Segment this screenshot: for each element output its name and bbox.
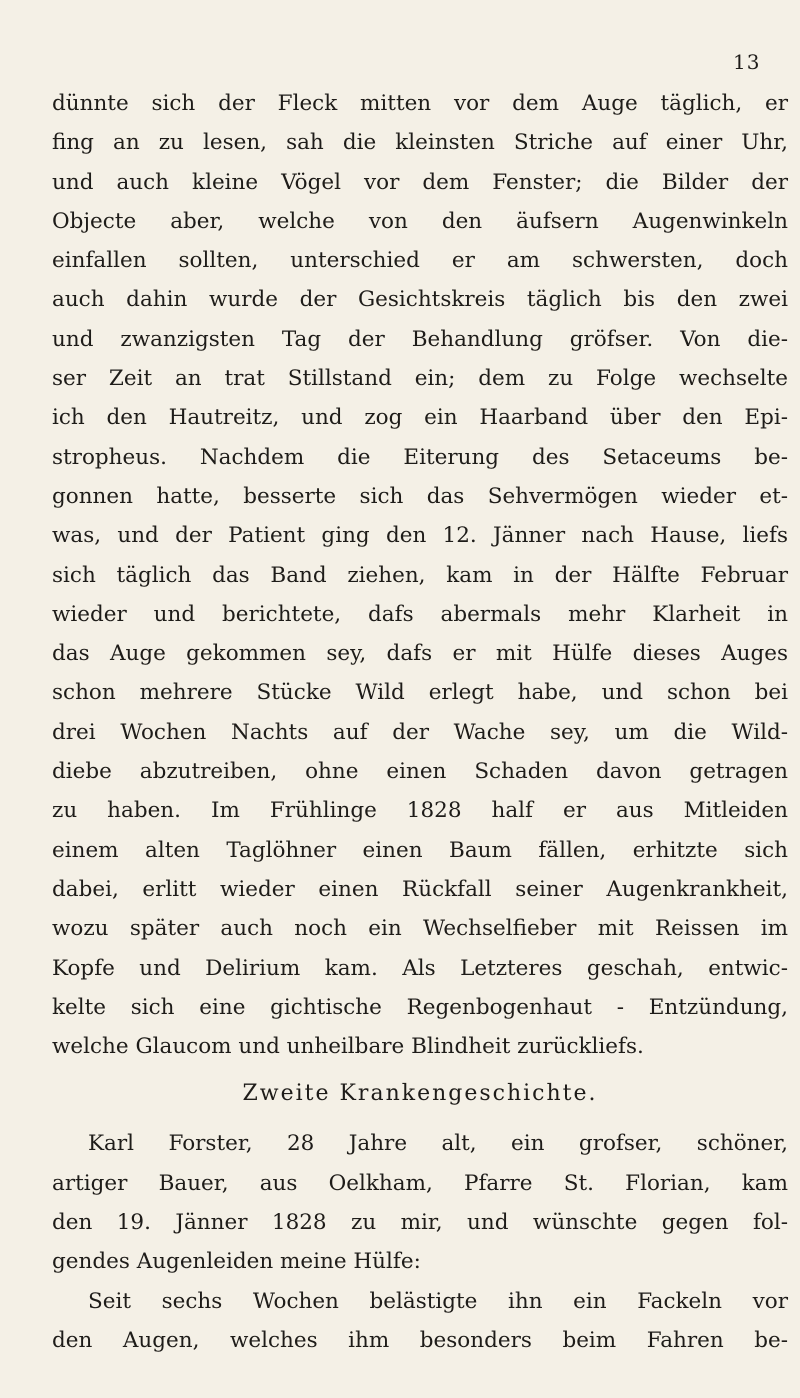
text-line: und auch kleine Vögel vor dem Fenster; die Bilder der [52,169,788,195]
text-line: sich täglich das Band ziehen, kam in der Hälfte Februar [52,562,788,588]
text-line: einfallen sollten, unterschied er am schwersten, doch [52,248,788,274]
text-line: einem alten Taglöhner einen Baum fällen, erhitzte sich [52,837,788,863]
text-line: diebe abzutreiben, ohne einen Schaden davon getragen [52,759,788,785]
text-line: Objecte aber, welche von den äufsern Augenwinkeln [52,208,788,234]
text-line: fing an zu lesen, sah die kleinsten Striche auf einer Uhr, [52,130,788,156]
text-line: Karl Forster, 28 Jahre alt, ein grofser, schöner, [88,1131,788,1157]
text-line: artiger Bauer, aus Oelkham, Pfarre St. Florian, kam [52,1170,788,1196]
text-line: den 19. Jänner 1828 zu mir, und wünschte gegen fol- [52,1210,788,1236]
text-line: und zwanzigsten Tag der Behandlung gröfser. Von die- [52,326,788,352]
text-line: den Augen, welches ihm besonders beim Fahren be- [52,1327,788,1353]
text-line: zu haben. Im Frühlinge 1828 half er aus Mitleiden [52,798,788,824]
paragraph-patient-intro [52,1124,788,1281]
text-line: schon mehrere Stücke Wild erlegt habe, und schon bei [52,680,788,706]
page-number: 13 [733,50,761,74]
text-line: ser Zeit an trat Stillstand ein; dem zu Folge wechselte [52,366,788,392]
text-line: stropheus. Nachdem die Eiterung des Setaceums be- [52,444,788,470]
text-line: welche Glaucom und unheilbare Blindheit zurückliefs. [52,1034,644,1060]
text-line: Kopfe und Delirium kam. Als Letzteres geschah, entwic- [52,955,788,981]
text-line: wozu später auch noch ein Wechselfieber mit Reissen im [52,916,788,942]
paragraph-symptoms [52,1282,788,1361]
text-line: dabei, erlitt wieder einen Rückfall seiner Augenkrankheit, [52,876,788,902]
text-line: Seit sechs Wochen belästigte ihn ein Fackeln vor [88,1288,788,1314]
text-line: kelte sich eine gichtische Regenbogenhaut - Entzündung, [52,994,788,1020]
text-line: das Auge gekommen sey, dafs er mit Hülfe dieses Auges [52,641,788,667]
text-line: dünnte sich der Fleck mitten vor dem Auge täglich, er [52,91,788,116]
text-line: ich den Hautreitz, und zog ein Haarband über den Epi- [52,405,788,431]
text-line: auch dahin wurde der Gesichtskreis täglich bis den zwei [52,287,788,313]
text-line: gendes Augenleiden meine Hülfe: [52,1249,421,1275]
text-line: drei Wochen Nachts auf der Wache sey, um die Wild- [52,719,788,745]
page-body [52,84,788,1360]
text-line: was, und der Patient ging den 12. Jänner nach Hause, liefs [52,523,788,549]
paragraph-case-continuation [52,84,788,1066]
section-heading: Zweite Krankengeschichte. [242,1081,598,1107]
text-line: gonnen hatte, besserte sich das Sehvermögen wieder et- [52,483,788,509]
text-line: wieder und berichtete, dafs abermals mehr Klarheit in [52,601,788,627]
